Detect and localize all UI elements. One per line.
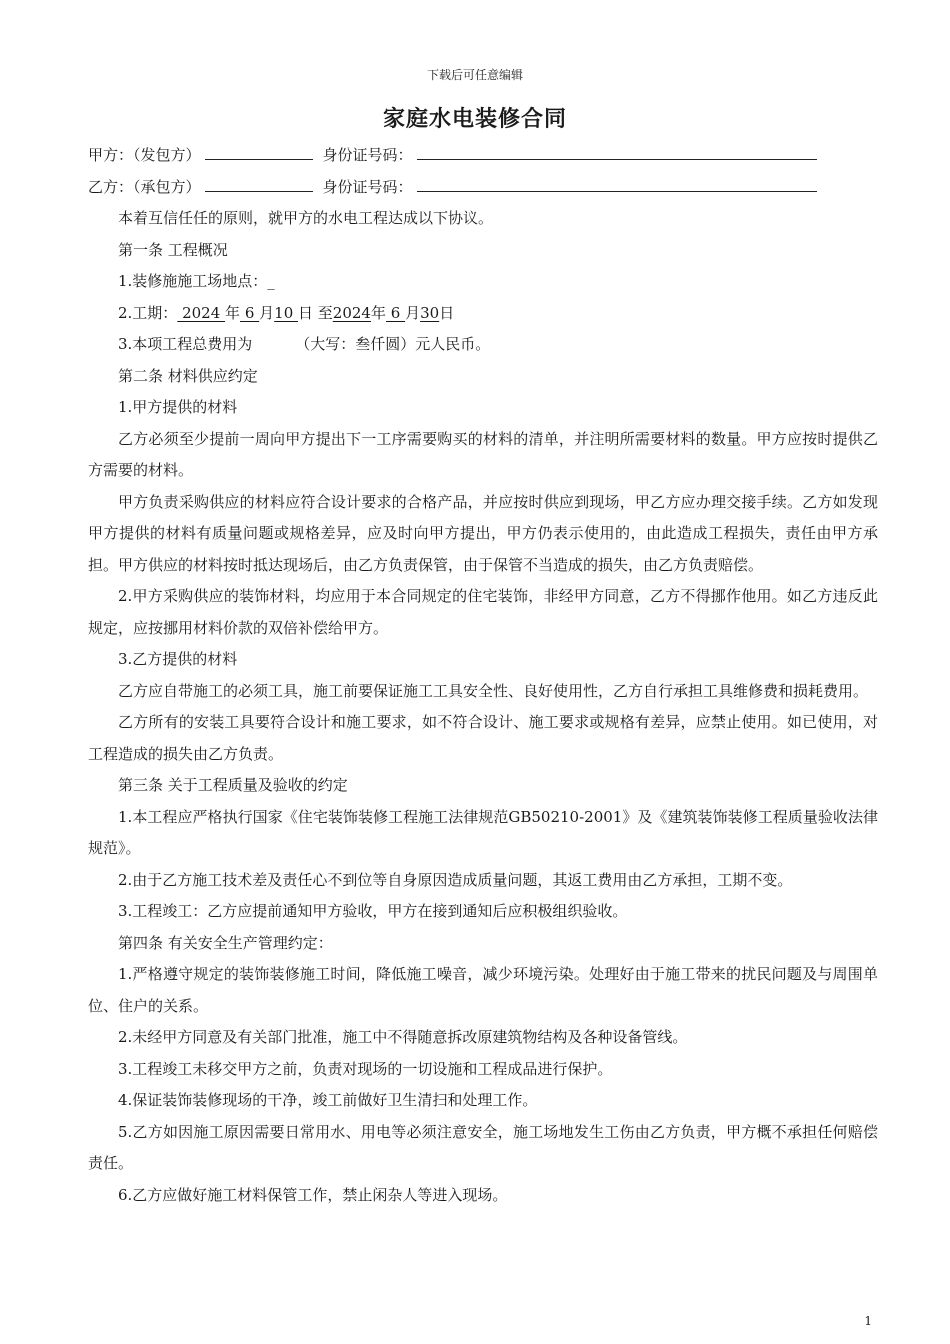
article-4-heading: 第四条 有关安全生产管理约定：: [118, 933, 333, 952]
year-unit: 年: [225, 303, 241, 322]
paragraph: 5.乙方如因施工原因需要日常用水、用电等必须注意安全，施工场地发生工伤由乙方负责，甲方概不承担任何赔偿责任。: [88, 1122, 878, 1172]
paragraph: 3.工程竣工：乙方应提前通知甲方验收，甲方在接到通知后应积极组织验收。: [118, 902, 628, 920]
article-1-heading: 第一条 工程概况: [118, 240, 228, 259]
paragraph: 甲方负责采购供应的材料应符合设计要求的合格产品，并应按时供应到现场，甲乙方应办理交接手续。乙方如发现甲方提供的材料有质量问题或规格差异，应及时向甲方提出，甲方仍表示使用的，由此造成工程损失，责任由甲方承担。甲方供应的材料按时抵达现场后，由乙方负责保管，由于保管不当造成的损失，由乙方负责赔偿。: [88, 492, 878, 574]
paragraph: 6.乙方应做好施工材料保管工作，禁止闲杂人等进入现场。: [118, 1185, 508, 1204]
paragraph: 3.工程竣工未移交甲方之前，负责对现场的一切设施和工程成品进行保护。: [118, 1059, 613, 1078]
paragraph: 1.本工程应严格执行国家《住宅装饰装修工程施工法律规范GB50210-2001》及《建筑装饰装修工程质量验收法律规范》。: [88, 807, 878, 857]
end-year: 2024: [332, 303, 371, 322]
end-day: 30: [420, 303, 440, 322]
party-a-label: 甲方：（发包方）: [88, 146, 201, 164]
period-prefix: 2.工期：: [118, 303, 178, 322]
paragraph: 2.甲方采购供应的装饰材料，均应用于本合同规定的住宅装饰，非经甲方同意，乙方不得挪作他用。如乙方违反此规定，应按挪用材料价款的双倍补偿给甲方。: [88, 587, 878, 637]
party-a-name-blank: [205, 143, 313, 160]
article-2-heading: 第二条 材料供应约定: [118, 366, 258, 385]
month-unit: 月: [405, 303, 421, 322]
day-unit: 日: [439, 303, 455, 322]
end-month: 6: [386, 303, 406, 322]
header-note: 下载后可任意编辑: [426, 68, 523, 82]
total-cost: 3.本项工程总费用为 （大写：叁仟圆）元人民币。: [118, 335, 491, 353]
party-b-line: [88, 172, 878, 204]
party-b-name-blank: [205, 175, 313, 192]
start-year: 2024: [177, 303, 226, 322]
start-month: 6: [240, 303, 260, 322]
contract-body: [88, 140, 878, 1211]
party-a-id-label: 身份证号码：: [322, 146, 413, 164]
party-a-line: [88, 140, 878, 172]
paragraph: 2.由于乙方施工技术差及责任心不到位等自身原因造成质量问题，其返工费用由乙方承担，工期不变。: [118, 870, 793, 889]
page-number: 1: [864, 1314, 872, 1328]
year-unit: 年: [370, 303, 386, 322]
construction-period: [88, 298, 878, 330]
article-3-heading: 第三条 关于工程质量及验收的约定: [118, 776, 348, 794]
paragraph: 2.未经甲方同意及有关部门批准，施工中不得随意拆改原建筑物结构及各种设备管线。: [118, 1028, 688, 1046]
day-unit-to: 日 至: [298, 303, 333, 322]
paragraph: 乙方应自带施工的必须工具，施工前要保证施工工具安全性、良好使用性，乙方自行承担工具维修费和损耗费用。: [118, 681, 869, 700]
intro: 本着互信任任的原则，就甲方的水电工程达成以下协议。: [118, 209, 494, 227]
party-b-materials-heading: 3.乙方提供的材料: [118, 650, 238, 668]
paragraph: 1.严格遵守规定的装饰装修施工时间，降低施工噪音，减少环境污染。处理好由于施工带来的扰民问题及与周围单位、住户的关系。: [88, 965, 878, 1015]
contract-title: 家庭水电装修合同: [382, 107, 567, 132]
paragraph: 乙方所有的安装工具要符合设计和施工要求，如不符合设计、施工要求或规格有差异，应禁止使用。如已使用，对工程造成的损失由乙方负责。: [88, 713, 878, 763]
paragraph: 4.保证装饰装修现场的干净，竣工前做好卫生清扫和处理工作。: [118, 1091, 538, 1109]
paragraph: 乙方必须至少提前一周向甲方提出下一工序需要购买的材料的清单，并注明所需要材料的数量。甲方应按时提供乙方需要的材料。: [88, 429, 878, 479]
party-b-id-blank: [417, 175, 817, 192]
month-unit: 月: [259, 303, 275, 322]
party-b-label: 乙方：（承包方）: [88, 177, 201, 196]
party-a-id-blank: [417, 143, 817, 160]
site-location: 1.装修施施工场地点：_: [118, 272, 275, 290]
party-b-id-label: 身份证号码：: [322, 177, 413, 196]
start-day: 10: [274, 303, 299, 322]
party-a-materials-heading: 1.甲方提供的材料: [118, 398, 238, 416]
